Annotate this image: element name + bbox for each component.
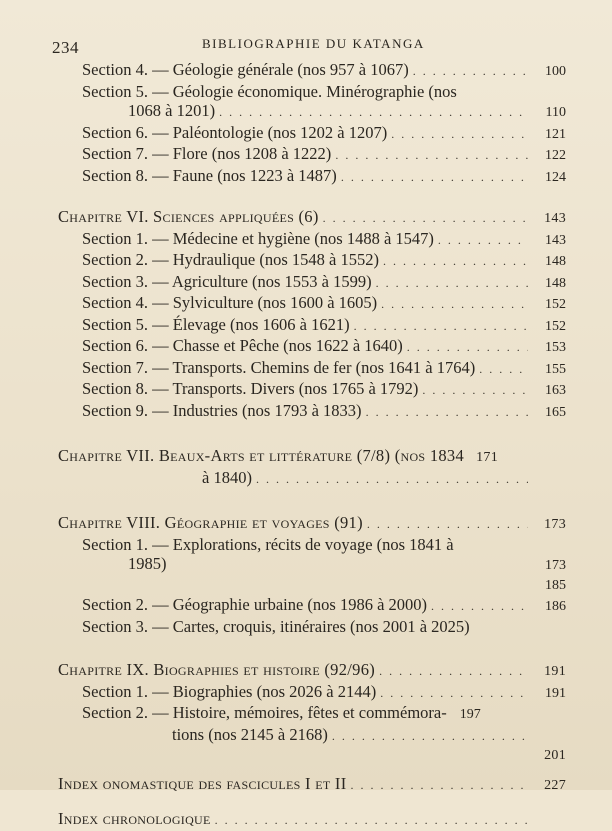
- table-of-contents: [52, 60, 566, 831]
- toc-entry: Section 3. — Agriculture (nos 1553 à 1599) . . . 148: [52, 272, 566, 294]
- toc-entry-continuation: à 1840) . . .: [52, 468, 566, 490]
- toc-entry: Section 2. — Histoire, mémoires, fêtes et commémora- 197: [82, 703, 481, 722]
- toc-chapter: Chapitre IX. Biographies et histoire (92/96) . . . 191: [52, 660, 566, 682]
- toc-entry: Section 8. — Transports. Divers (nos 1765 à 1792) . . . 163: [52, 379, 566, 401]
- toc-entry: Section 5. — Géologie économique. Minérographie (nos: [82, 81, 457, 101]
- page-header: [52, 18, 566, 57]
- toc-index: Index onomastique des fascicules I et II . . . 227: [52, 774, 566, 796]
- toc-entry-continuation: 1985) 173: [128, 554, 566, 573]
- toc-entry: Section 3. — Cartes, croquis, itinéraires (nos 2001 à 2025): [82, 616, 470, 636]
- toc-entry: Section 2. — Hydraulique (nos 1548 à 1552) . . . 148: [52, 250, 566, 272]
- toc-entry: Section 9. — Industries (nos 1793 à 1833) . . . 165: [52, 401, 566, 423]
- toc-chapter: Chapitre VIII. Géographie et voyages (91) . . . 173: [52, 513, 566, 535]
- toc-entry: Section 6. — Paléontologie (nos 1202 à 1207) . . . 121: [52, 123, 566, 145]
- toc-entry: Section 7. — Flore (nos 1208 à 1222) . . . 122: [52, 144, 566, 166]
- toc-entry-continuation: 1068 à 1201) . . . 110: [52, 101, 566, 123]
- toc-chapter: Chapitre VI. Sciences appliquées (6) . . . 143: [52, 207, 566, 229]
- page-number: 234: [52, 38, 79, 57]
- toc-entry: Section 5. — Élevage (nos 1606 à 1621) . . . 152: [52, 315, 566, 337]
- toc-entry: Section 6. — Chasse et Pêche (nos 1622 à 1640) . . . 153: [52, 336, 566, 358]
- toc-entry: Section 4. — Géologie générale (nos 957 à 1067) . . . 100: [52, 60, 566, 82]
- toc-chapter: Chapitre VII. Beaux-Arts et littérature (7/8) (nos 1834 171: [58, 446, 499, 465]
- toc-entry: Section 8. — Faune (nos 1223 à 1487) . . . 124: [52, 166, 566, 188]
- running-title: BIBLIOGRAPHIE DU KATANGA: [202, 36, 425, 51]
- toc-entry: Section 2. — Géographie urbaine (nos 1986 à 2000) . . . 186: [52, 595, 566, 617]
- toc-entry: Section 1. — Médecine et hygiène (nos 1488 à 1547) . . . 143: [52, 229, 566, 251]
- toc-entry: Section 1. — Biographies (nos 2026 à 2144) . . . 191: [52, 682, 566, 704]
- toc-entry: Section 4. — Sylviculture (nos 1600 à 1605) . . . 152: [52, 293, 566, 315]
- toc-entry: Section 1. — Explorations, récits de voyage (nos 1841 à: [82, 534, 454, 554]
- toc-entry-page-only: 185: [545, 577, 566, 593]
- toc-entry-page-only: 201: [544, 748, 566, 763]
- toc-entry-continuation: tions (nos 2145 à 2168) . . .: [52, 725, 566, 747]
- toc-index: Index chronologique . . .: [52, 809, 566, 831]
- toc-entry: Section 7. — Transports. Chemins de fer (nos 1641 à 1764) . . . 155: [52, 358, 566, 380]
